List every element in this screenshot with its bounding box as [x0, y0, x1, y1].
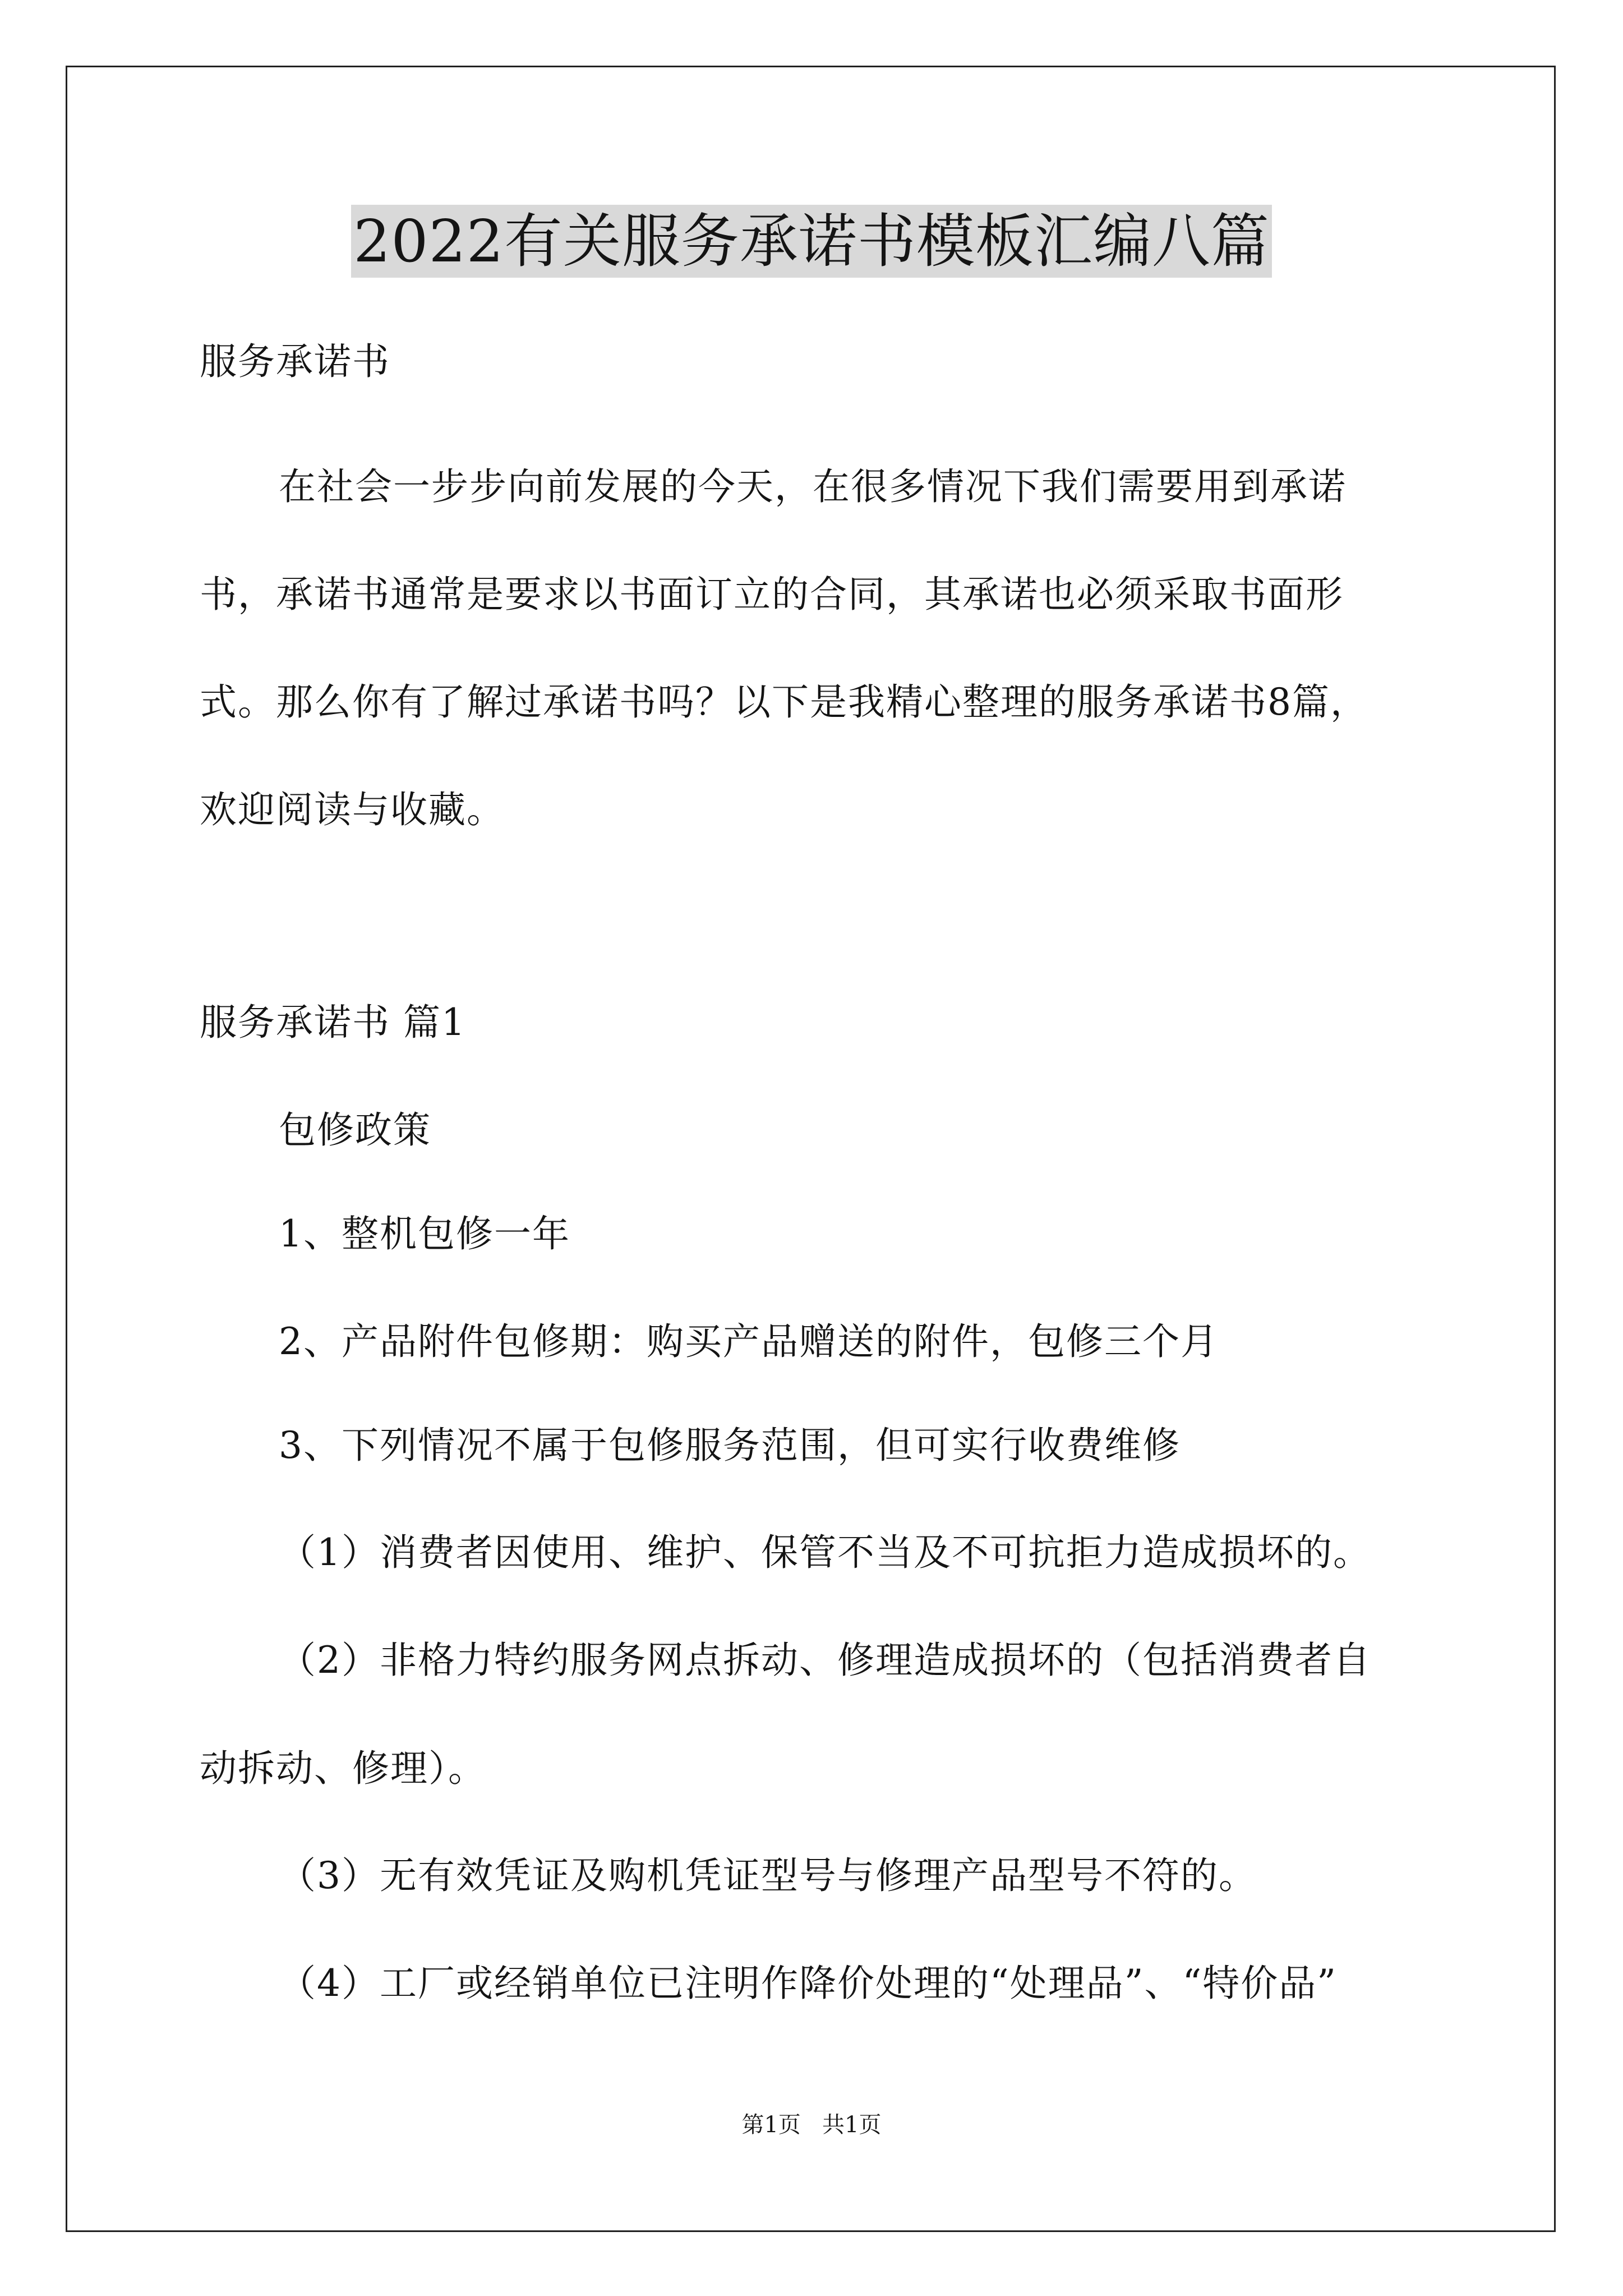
sub-list-item: （3）无有效凭证及购机凭证型号与修理产品型号不符的。 — [279, 1854, 1257, 1897]
sub-list-item: （2）非格力特约服务网点拆动、修理造成损坏的（包括消费者自 — [279, 1639, 1371, 1682]
sub-list-item: （4）工厂或经销单位已注明作降价处理的“处理品”、“特价品” — [279, 1962, 1337, 2005]
intro-paragraph-line-2: 书，承诺书通常是要求以书面订立的合同，其承诺也必须采取书面形 — [200, 573, 1344, 616]
intro-paragraph-line-4: 欢迎阅读与收藏。 — [200, 788, 505, 831]
sub-list-item: （1）消费者因使用、维护、保管不当及不可抗拒力造成损坏的。 — [279, 1531, 1371, 1574]
intro-paragraph-line-1: 在社会一步步向前发展的今天，在很多情况下我们需要用到承诺 — [279, 465, 1347, 508]
list-item: 2、产品附件包修期：购买产品赠送的附件，包修三个月 — [279, 1320, 1219, 1363]
document-title: 2022有关服务承诺书模板汇编八篇 — [351, 205, 1272, 278]
title-container — [0, 205, 1623, 278]
section1-heading: 服务承诺书 篇1 — [200, 1001, 466, 1044]
page-number-footer: 第1页 共1页 — [741, 2112, 882, 2138]
list-item: 3、下列情况不属于包修服务范围，但可实行收费维修 — [279, 1424, 1181, 1467]
intro-heading: 服务承诺书 — [200, 340, 390, 383]
sub-list-item-continuation: 动拆动、修理）。 — [200, 1747, 486, 1790]
intro-paragraph-line-3: 式。那么你有了解过承诺书吗？以下是我精心整理的服务承诺书8篇， — [200, 680, 1368, 724]
list-item: 1、整机包修一年 — [279, 1212, 570, 1255]
section1-subheading: 包修政策 — [279, 1108, 431, 1152]
